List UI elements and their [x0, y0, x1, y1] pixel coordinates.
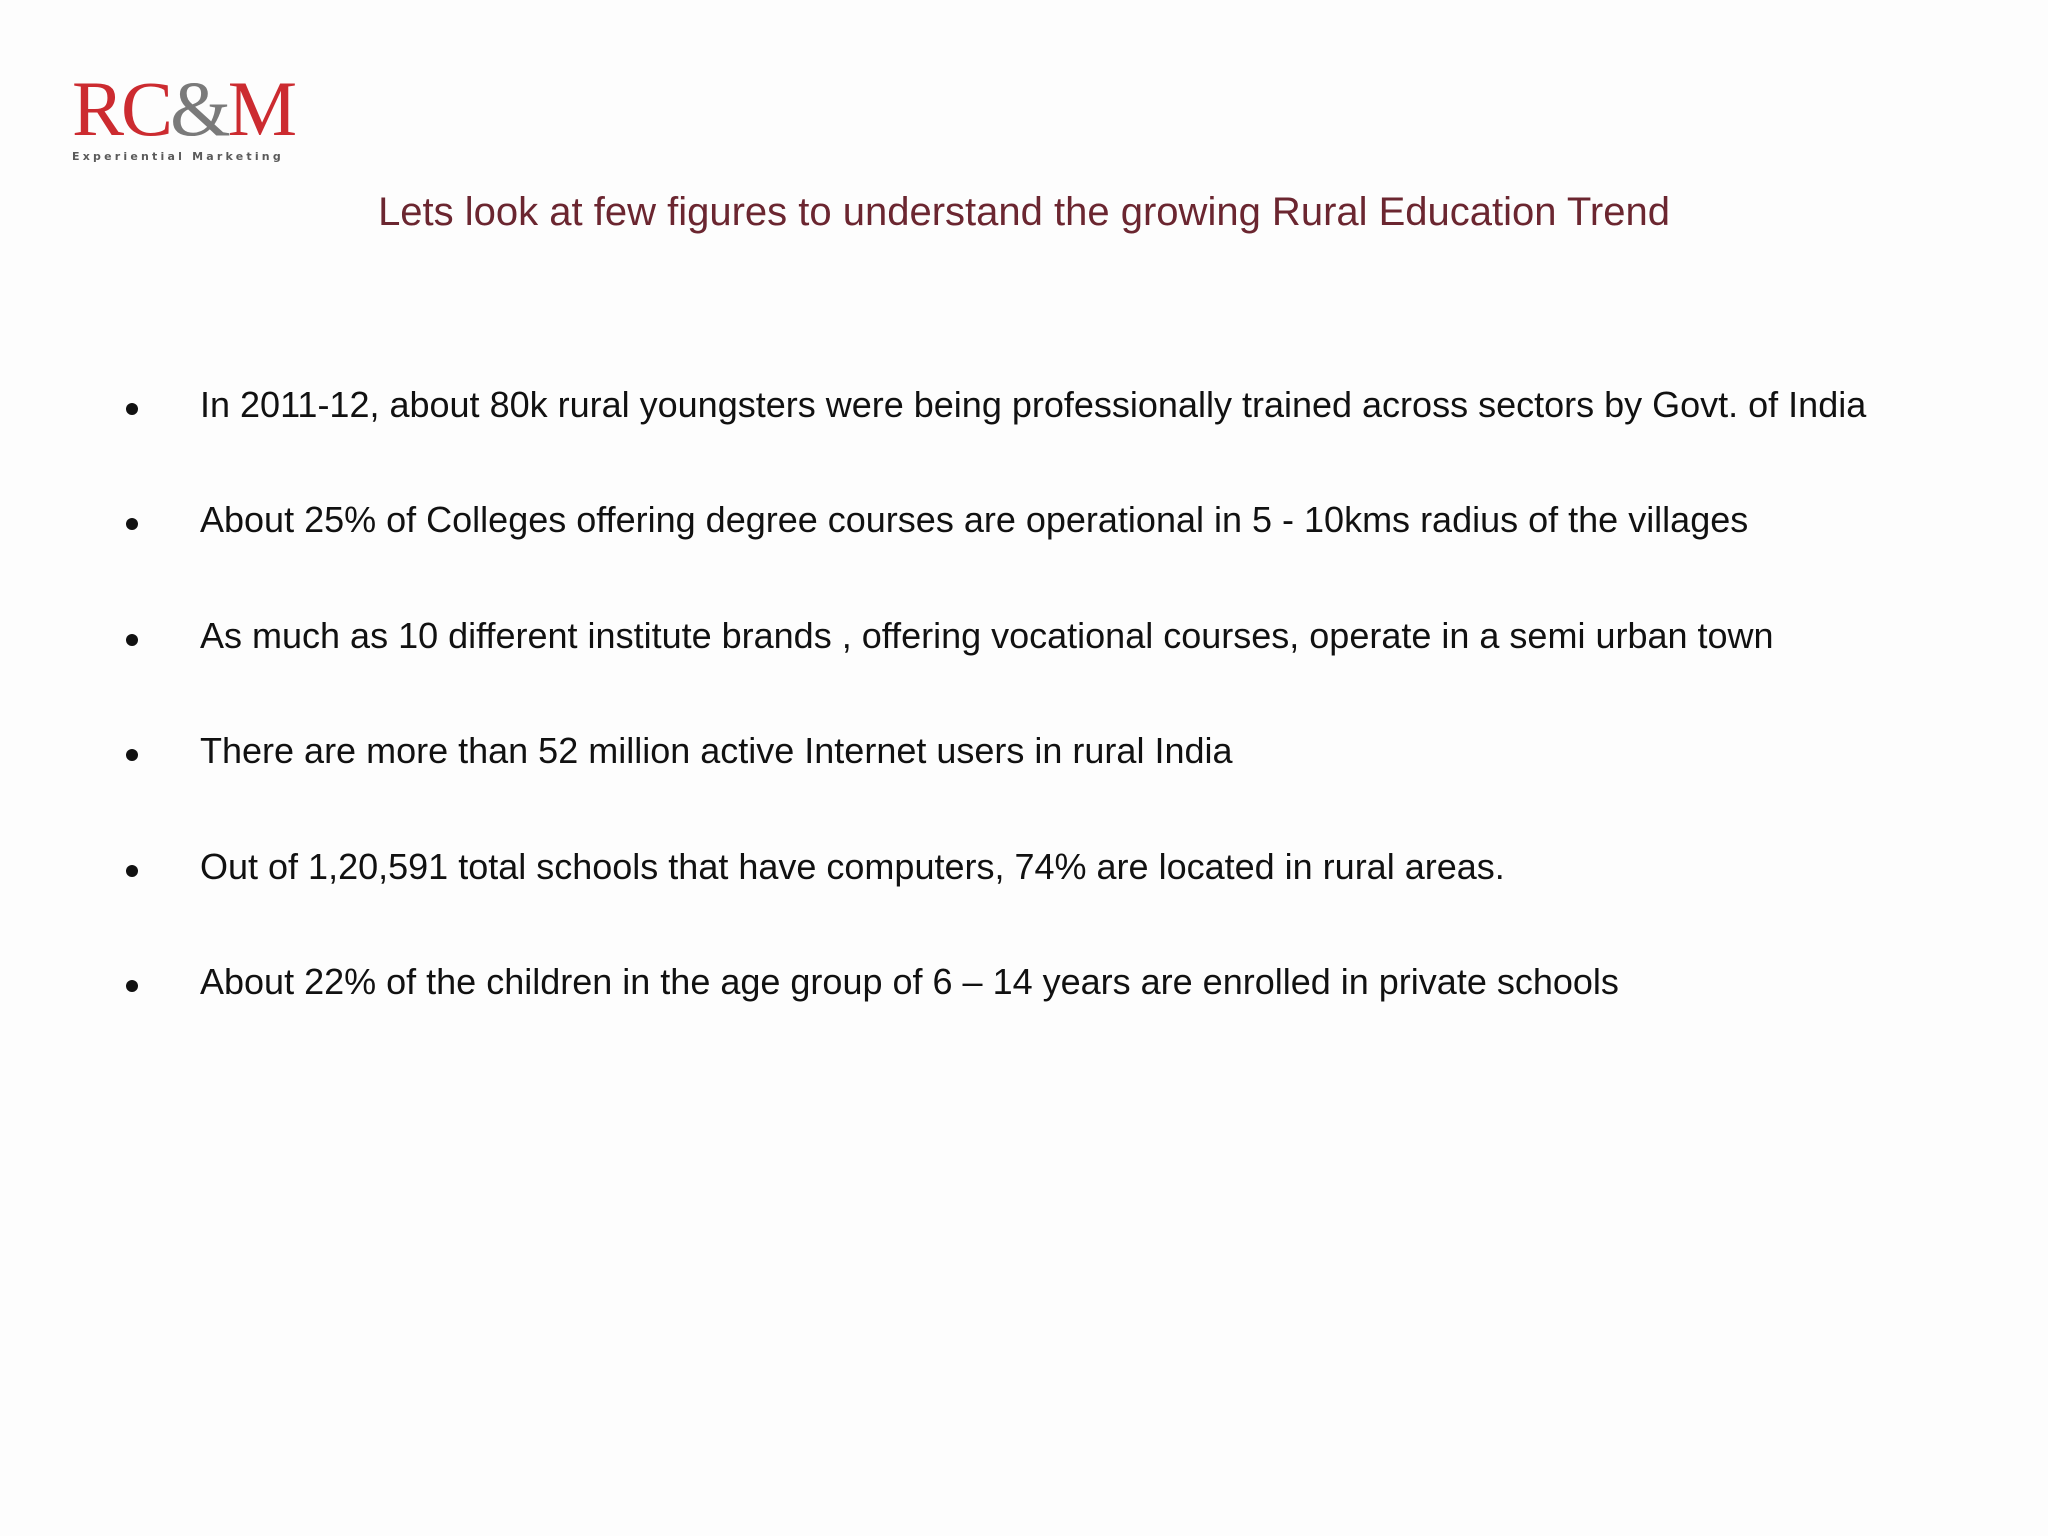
company-logo [72, 65, 312, 166]
bullet-icon [126, 403, 138, 415]
logo-ampersand: & [170, 65, 228, 152]
logo-rc: RC [72, 65, 171, 152]
bullet-icon [126, 634, 138, 646]
logo-tagline: Experiential Marketing [72, 150, 284, 163]
bullet-text: Out of 1,20,591 total schools that have computers, 74% are located in rural areas. [200, 845, 1505, 887]
logo-m: M [227, 65, 295, 152]
slide-title: Lets look at few figures to understand the growing Rural Education Trend [378, 190, 1670, 234]
logo-wordmark [72, 65, 312, 152]
bullet-text: In 2011-12, about 80k rural youngsters were being professionally trained across sectors by Govt. of India [200, 384, 1867, 425]
bullet-icon [126, 749, 138, 761]
bullet-icon [126, 865, 138, 877]
bullet-text: About 25% of Colleges offering degree courses are operational in 5 - 10kms radius of the villages [200, 499, 1749, 541]
bullet-text: As much as 10 different institute brands , offering vocational courses, operate in a semi urban town [200, 614, 1774, 656]
bullet-text: There are more than 52 million active Internet users in rural India [200, 730, 1233, 772]
bullet-icon [126, 518, 138, 530]
bullet-icon [126, 980, 138, 992]
bullet-text: About 22% of the children in the age group of 6 – 14 years are enrolled in private schools [200, 960, 1619, 1002]
